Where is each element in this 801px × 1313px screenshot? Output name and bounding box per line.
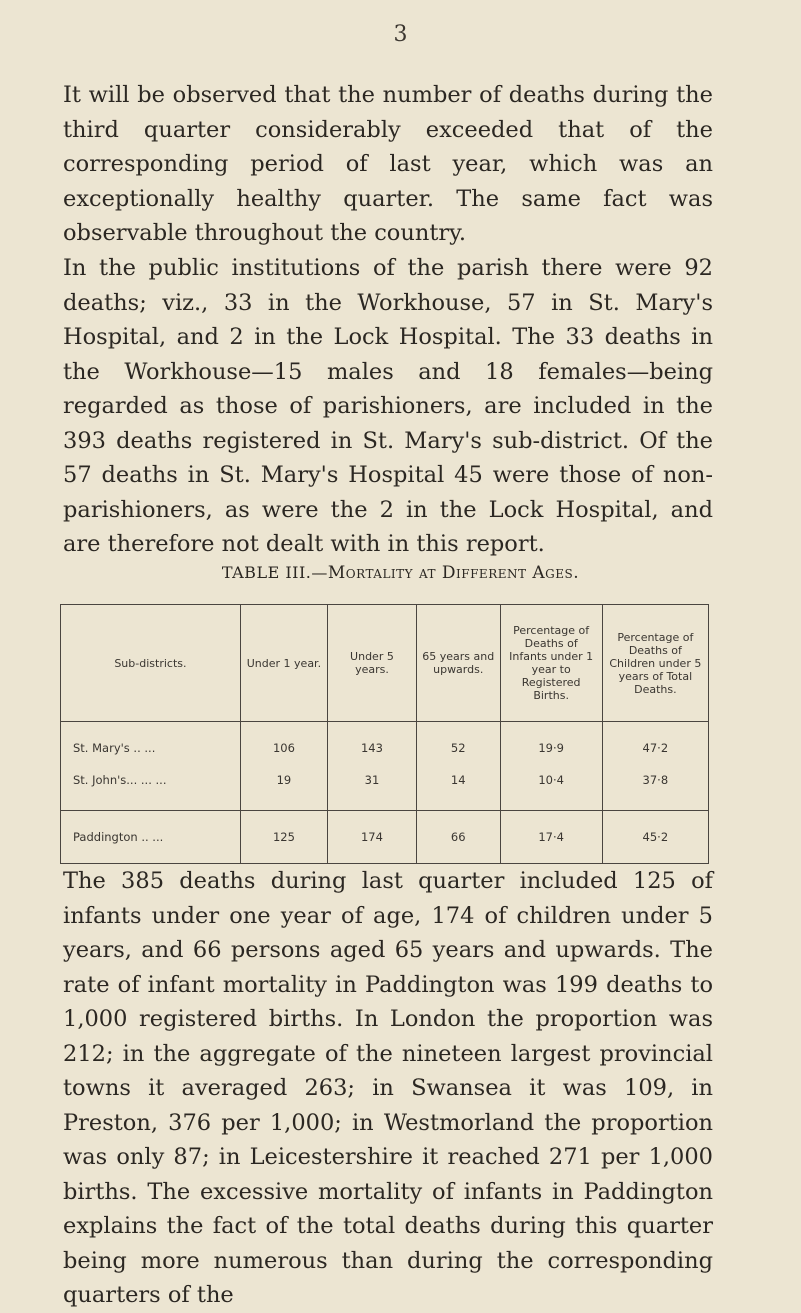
total-pct-infants: 17·4 xyxy=(500,811,602,864)
total-under-1: 125 xyxy=(240,811,327,864)
paragraph-infant-mortality: The 385 deaths during last quarter included 125 of infants under one year of age, 174 of children under 5 years, and 66 persons aged 65 years and upwards. The rate of infant mortality in Paddington was 199 deaths to 1,000 registered births. In London the proportion was 212; in the aggregate of the nineteen largest provincial towns it averaged 263; in Swansea it was 109, in Preston, 376 per 1,000; in Westmorland the proportion was only 87; in Leicestershire it reached 271 per 1,000 births. The excessive mortality of infants in Paddington explains the fact of the total deaths during this quarter being more numerous than during the corresponding quarters of the xyxy=(63,868,713,1308)
table-caption-title: Mortality at Different Ages. xyxy=(327,563,580,583)
total-over-65: 66 xyxy=(416,811,500,864)
mortality-table xyxy=(60,604,709,864)
row-pct-children: 47·2 xyxy=(602,732,708,764)
row-name: St. Mary's .. ... xyxy=(61,732,241,764)
row-over-65: 14 xyxy=(416,764,500,811)
header-under-1-year: Under 1 year. xyxy=(240,605,327,722)
header-sub-districts: Sub-districts. xyxy=(61,605,241,722)
paragraph-third-quarter: It will be observed that the number of deaths during the third quarter considerably exceeded that of the corresponding period of last year, which was an exceptionally healthy quarter. The same fact was observable throughout the country. xyxy=(63,82,713,246)
row-name: St. John's... ... ... xyxy=(61,764,241,811)
table-row xyxy=(61,732,709,764)
total-under-5: 174 xyxy=(328,811,417,864)
table-caption-prefix: TABLE III.— xyxy=(221,563,328,582)
total-name: Paddington .. ... xyxy=(61,811,241,864)
row-pct-children: 37·8 xyxy=(602,764,708,811)
table-header-row xyxy=(61,605,709,722)
table-caption xyxy=(0,563,801,583)
row-under-1: 19 xyxy=(240,764,327,811)
table-row xyxy=(61,764,709,811)
table-spacer xyxy=(61,722,709,733)
header-pct-infant-deaths: Percentage of Deaths of Infants under 1 year to Registered Births. xyxy=(500,605,602,722)
row-pct-infants: 10·4 xyxy=(500,764,602,811)
header-under-5-years: Under 5 years. xyxy=(328,605,417,722)
row-under-5: 143 xyxy=(328,732,417,764)
row-under-5: 31 xyxy=(328,764,417,811)
page-number: 3 xyxy=(393,22,408,47)
row-over-65: 52 xyxy=(416,732,500,764)
header-65-and-upwards: 65 years and upwards. xyxy=(416,605,500,722)
total-pct-children: 45·2 xyxy=(602,811,708,864)
row-pct-infants: 19·9 xyxy=(500,732,602,764)
paragraph-public-institutions: In the public institutions of the parish there were 92 deaths; viz., 33 in the Workhouse, 57 in St. Mary's Hospital, and 2 in the Lock Hospital. The 33 deaths in the Workhouse—15 males and 18 females—being regarded as those of parishioners, are included in the 393 deaths registered in St. Mary's sub-district. Of the 57 deaths in St. Mary's Hospital 45 were those of non-parishioners, as were the 2 in the Lock Hospital, and are therefore not dealt with in this report. xyxy=(63,255,713,557)
header-pct-child-deaths: Percentage of Deaths of Children under 5 years of Total Deaths. xyxy=(602,605,708,722)
row-under-1: 106 xyxy=(240,732,327,764)
table-total-row xyxy=(61,811,709,864)
